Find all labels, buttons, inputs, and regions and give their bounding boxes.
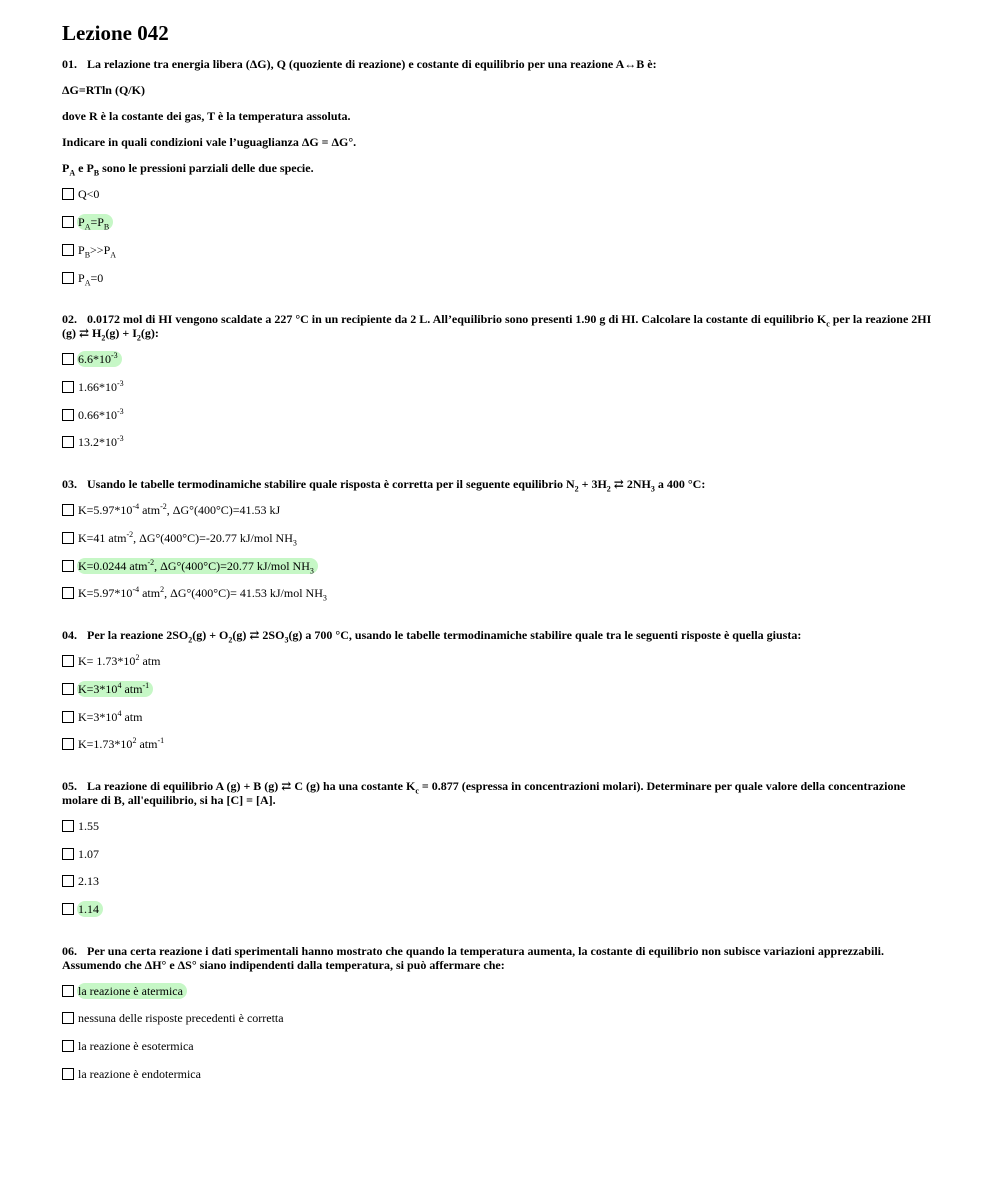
checkbox[interactable] — [62, 1068, 74, 1080]
q03-option-4[interactable] — [62, 584, 331, 602]
option-label: 1.07 — [78, 847, 99, 861]
q02-option-3[interactable] — [62, 406, 128, 424]
question-04-text: 04. Per la reazione $2SO_2(g) + O_2(g)$ ⇄ $2SO_3(g)$ a 700 °C, usando le tabelle termodinamiche stabilire quale tra le seguenti risposte è quella giusta: — [62, 628, 802, 645]
option-label-correct: K=0.0244 atm$^{-2}$, ΔG°(400°C)=20.77 kJ/mol $NH_3$ — [77, 558, 318, 574]
checkbox[interactable] — [62, 244, 74, 256]
option-label: $K=3*10^4$ atm — [78, 709, 143, 724]
q04-option-4[interactable] — [62, 735, 168, 753]
question-number: 02. — [62, 312, 77, 326]
checkbox[interactable] — [62, 216, 74, 228]
checkbox[interactable] — [62, 381, 74, 393]
option-label: K=41 atm$^{-2}$, ΔG°(400°C)=-20.77 kJ/mol $NH_3$ — [78, 530, 297, 548]
option-label: $1.66*10^{-3}$ — [78, 379, 124, 394]
q02-option-4[interactable] — [62, 433, 128, 451]
q01-option-1[interactable] — [62, 185, 103, 203]
q04-option-2[interactable] — [62, 680, 153, 698]
option-label: Q<0 — [78, 187, 100, 201]
question-number: 05. — [62, 779, 77, 793]
question-01-pressures-note: $P_A$ e $P_B$ sono le pressioni parziali delle due specie. — [62, 161, 314, 178]
question-number: 06. — [62, 944, 77, 958]
q03-option-3[interactable] — [62, 557, 318, 575]
option-label: 2.13 — [78, 874, 99, 888]
question-05-text: 05. La reazione di equilibrio A (g) + B (g) ⇄ C (g) ha una costante $K_c = 0.877$ (espressa in concentrazioni molari). Determinare per quale valore della concentrazione molare di B, all'equilibrio, si ha [C] = [A]. — [62, 779, 906, 807]
checkbox[interactable] — [62, 903, 74, 915]
question-number: 04. — [62, 628, 77, 642]
checkbox[interactable] — [62, 532, 74, 544]
checkbox[interactable] — [62, 1012, 74, 1024]
checkbox[interactable] — [62, 409, 74, 421]
checkbox[interactable] — [62, 848, 74, 860]
option-label: nessuna delle risposte precedenti è corretta — [78, 1011, 284, 1025]
q05-option-1[interactable] — [62, 817, 103, 835]
q04-option-1[interactable] — [62, 652, 164, 670]
option-label-correct: $P_A=P_B$ — [77, 214, 113, 230]
q03-option-1[interactable] — [62, 501, 284, 519]
option-label: $K=1.73*10^2$ atm$^{-1}$ — [78, 736, 165, 751]
option-label: $K= 1.73*10^2$ atm — [78, 653, 161, 668]
option-label: $K=5.97*10^{-4}$ atm$^{-2}$, ΔG°(400°C)=41.53 kJ — [78, 502, 281, 517]
q01-option-3[interactable] — [62, 241, 120, 259]
question-number: 03. — [62, 477, 77, 491]
q05-option-2[interactable] — [62, 845, 103, 863]
question-01-note: dove R è la costante dei gas, T è la temperatura assoluta. — [62, 109, 351, 123]
option-label: la reazione è esotermica — [78, 1039, 194, 1053]
question-number: 01. — [62, 57, 77, 71]
q06-option-4[interactable] — [62, 1065, 205, 1083]
option-label-correct: $6.6*10^{-3}$ — [77, 351, 122, 367]
checkbox[interactable] — [62, 655, 74, 667]
option-label: la reazione è endotermica — [78, 1067, 201, 1081]
q01-option-4[interactable] — [62, 269, 107, 287]
option-label: $K=5.97*10^{-4}$ atm$^2$, ΔG°(400°C)= 41.53 kJ/mol $NH_3$ — [78, 585, 327, 603]
q06-option-2[interactable] — [62, 1009, 288, 1027]
question-01-text: 01. La relazione tra energia libera (ΔG), Q (quoziente di reazione) e costante di equilibrio per una reazione A↔B è: — [62, 57, 657, 71]
option-label: $P_B>>P_A$ — [78, 243, 117, 260]
checkbox[interactable] — [62, 436, 74, 448]
option-label: 1.55 — [78, 819, 99, 833]
q03-option-2[interactable] — [62, 529, 301, 547]
page-title: Lezione 042 — [62, 21, 169, 45]
checkbox[interactable] — [62, 560, 74, 572]
q05-option-3[interactable] — [62, 872, 103, 890]
checkbox[interactable] — [62, 738, 74, 750]
checkbox[interactable] — [62, 1040, 74, 1052]
question-01-formula: ΔG=RTln (Q/K) — [62, 83, 145, 97]
q06-option-1[interactable] — [62, 982, 187, 1000]
checkbox[interactable] — [62, 504, 74, 516]
checkbox[interactable] — [62, 985, 74, 997]
checkbox[interactable] — [62, 875, 74, 887]
question-02-text: 02. 0.0172 mol di HI vengono scaldate a 227 °C in un recipiente da 2 L. All’equilibrio sono presenti 1.90 g di HI. Calcolare la costante di equilibrio $K_c$ per la reazione 2HI (g) ⇄ $H_2(g) + I_2(g)$: — [62, 312, 932, 343]
q02-option-1[interactable] — [62, 350, 122, 368]
option-label-correct: la reazione è atermica — [77, 983, 187, 999]
checkbox[interactable] — [62, 272, 74, 284]
checkbox[interactable] — [62, 353, 74, 365]
question-01-prompt: Indicare in quali condizioni vale l’uguaglianza ΔG = ΔG°. — [62, 135, 357, 149]
q02-option-2[interactable] — [62, 378, 128, 396]
q06-option-3[interactable] — [62, 1037, 198, 1055]
checkbox[interactable] — [62, 711, 74, 723]
question-06-text: 06. Per una certa reazione i dati sperimentali hanno mostrato che quando la temperatura aumenta, la costante di equilibrio non subisce variazioni apprezzabili. Assumendo che ΔH° e ΔS° siano indipendenti dalla temperatura, si può affermare che: — [62, 944, 884, 972]
checkbox[interactable] — [62, 188, 74, 200]
question-03-text: 03. Usando le tabelle termodinamiche stabilire quale risposta è corretta per il seguente equilibrio $N_2 + 3H_2$ ⇄ $2NH_3$ a 400 °C: — [62, 477, 706, 494]
checkbox[interactable] — [62, 683, 74, 695]
checkbox[interactable] — [62, 587, 74, 599]
option-label-correct: $K=3*10^4$ atm$^{-1}$ — [77, 681, 153, 697]
q04-option-3[interactable] — [62, 708, 146, 726]
option-label: $P_A=0$ — [78, 271, 104, 288]
q01-option-2[interactable] — [62, 213, 113, 231]
checkbox[interactable] — [62, 820, 74, 832]
option-label: $13.2*10^{-3}$ — [78, 434, 124, 449]
q05-option-4[interactable] — [62, 900, 103, 918]
option-label: $0.66*10^{-3}$ — [78, 407, 124, 422]
option-label-correct: 1.14 — [77, 901, 103, 917]
